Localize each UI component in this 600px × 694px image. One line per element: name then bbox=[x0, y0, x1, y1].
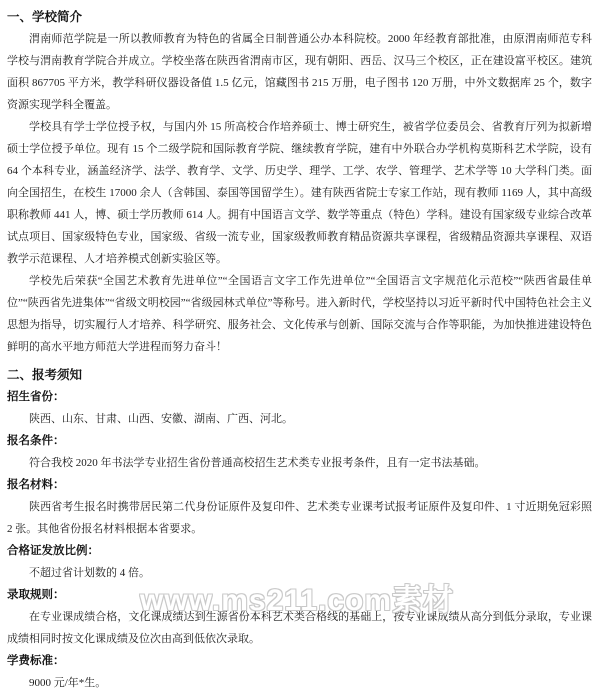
item-label-application-materials: 报名材料： bbox=[7, 479, 65, 491]
item-label-admission-rules: 录取规则： bbox=[7, 589, 65, 601]
section-2-heading: 二、报考须知 bbox=[7, 368, 83, 382]
item-label-application-conditions: 报名条件： bbox=[7, 435, 65, 447]
item-text-admission-provinces: 陕西、山东、甘肃、山西、安徽、湖南、广西、河北。 bbox=[29, 413, 293, 425]
item-label-tuition-standard: 学费标准： bbox=[7, 655, 65, 667]
section-1-heading: 一、学校简介 bbox=[7, 10, 83, 24]
site-watermark: www.ms211.com素材 bbox=[140, 584, 455, 617]
item-label-admission-provinces: 招生省份： bbox=[7, 391, 65, 403]
item-text-tuition-standard: 9000 元/年*生。 bbox=[29, 677, 107, 689]
item-label-certificate-ratio: 合格证发放比例： bbox=[7, 545, 99, 557]
school-intro-paragraph-1: 渭南师范学院是一所以教师教育为特色的省属全日制普通公办本科院校。2000 年经教育部批准，由原渭南师范专科学校与渭南教育学院合并成立。学校坐落在陕西省渭南市区，现有朝阳、西岳、汉马三个校区，正在建设富平校区。建筑面积 867705 平方米，教学科研仪器设备值 1.5 亿元，馆藏图书 215 万册，电子图书 120 万册，中外文数据库 25 个，数字资源实现学科全覆盖。 bbox=[7, 33, 592, 111]
item-text-application-conditions: 符合我校 2020 年书法学专业招生省份普通高校招生艺术类专业报考条件，且有一定书法基础。 bbox=[29, 457, 486, 469]
item-text-admission-rules: 在专业课成绩合格，文化课成绩达到生源省份本科艺术类合格线的基础上，按专业课成绩从高分到低分录取，专业课成绩相同时按文化课成绩及位次由高到低依次录取。 bbox=[7, 611, 592, 645]
item-text-application-materials: 陕西省考生报名时携带居民第二代身份证原件及复印件、艺术类专业课考试报考证原件及复印件、1 寸近期免冠彩照 2 张。其他省份报名材料根据本省要求。 bbox=[7, 501, 592, 535]
school-intro-paragraph-2: 学校具有学士学位授予权，与国内外 15 所高校合作培养硕士、博士研究生，被省学位委员会、省教育厅列为拟新增硕士学位授予单位。现有 15 个二级学院和国际教育学院、继续教育学院，建有中外联合办学机构莫斯科艺术学院，设有 64 个本科专业，涵盖经济学、法学、教育学、文学、历史学、理学、工学、农学、管理学、艺术学等 10 大学科门类。面向全国招生，在校生 17000 余人（含韩国、泰国等国留学生）。建有陕西省院士专家工作站，现有教师 1169 人，其中高级职称教师 441 人，博、硕士学历教师 614 人。拥有中国语言文学、数学等重点（特色）学科。建设有国家级专业综合改革试点项目、国家级特色专业，国家级、省级一流专业，国家级教师教育精品资源共享课程，省级精品资源共享课程、双语教学示范课程、人才培养模式创新实验区等。 bbox=[7, 121, 592, 265]
school-intro-paragraph-3: 学校先后荣获“全国艺术教育先进单位”“全国语言文字工作先进单位”“全国语言文字规范化示范校”“陕西省最佳单位”“陕西省先进集体”“省级文明校园”“省级园林式单位”等称号。进入新时代，学校坚持以习近平新时代中国特色社会主义思想为指导，切实履行人才培养、科学研究、服务社会、文化传承与创新、国际交流与合作等职能，为加快推进建设特色鲜明的高水平地方师范大学进程而努力奋斗！ bbox=[7, 275, 592, 353]
item-text-certificate-ratio: 不超过省计划数的 4 倍。 bbox=[29, 567, 150, 579]
